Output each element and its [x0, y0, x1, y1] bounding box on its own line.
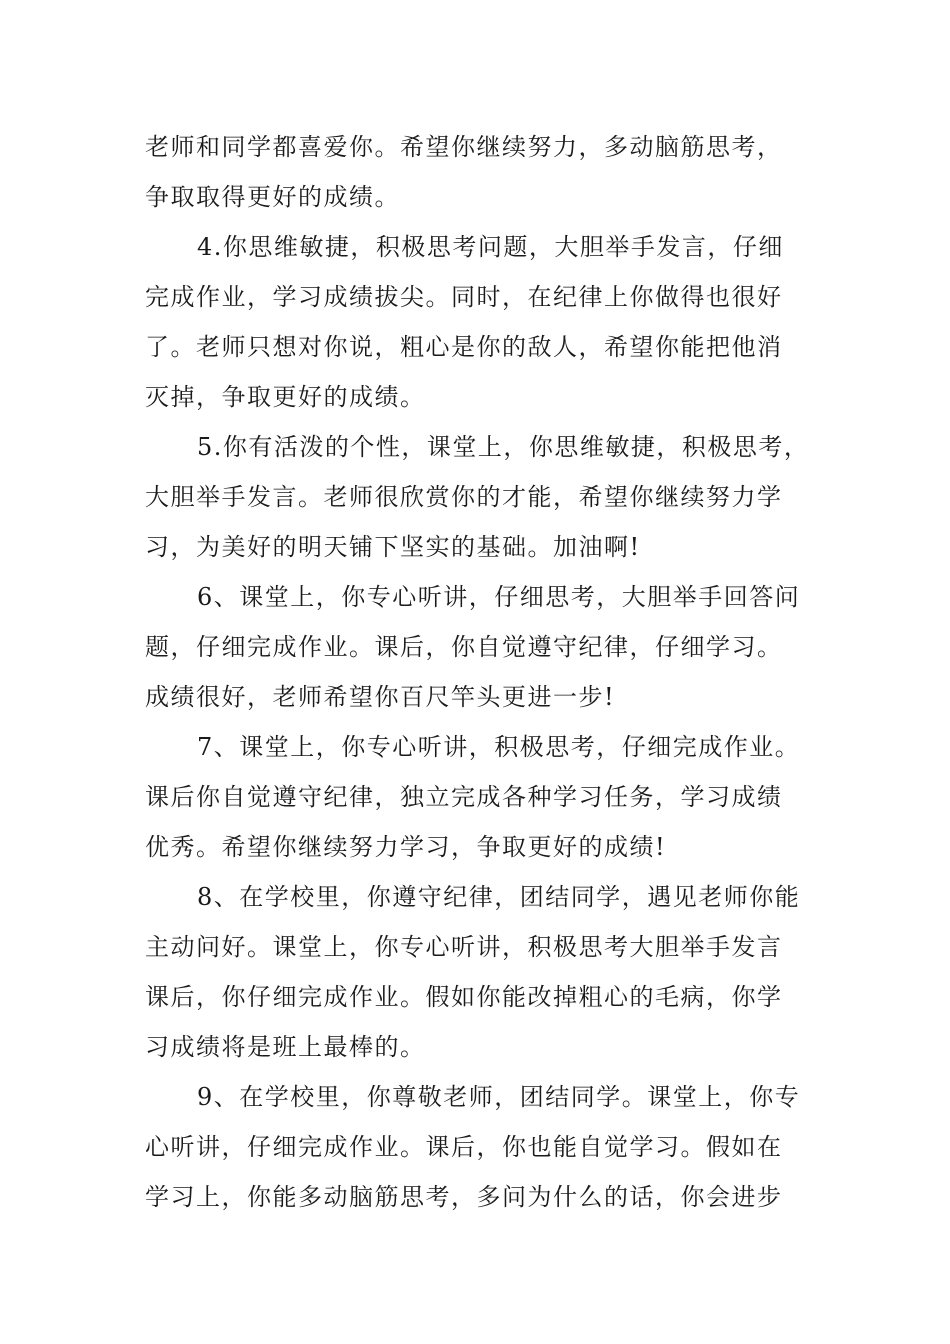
text-line: 优秀。希望你继续努力学习，争取更好的成绩! — [145, 833, 667, 861]
text-line: 争取取得更好的成绩。 — [145, 183, 400, 211]
text-line: 4.你思维敏捷，积极思考问题，大胆举手发言，仔细 — [197, 233, 784, 261]
text-line: 主动问好。课堂上，你专心听讲，积极思考大胆举手发言 — [145, 933, 783, 961]
text-line: 大胆举手发言。老师很欣赏你的才能，希望你继续努力学 — [145, 483, 783, 511]
text-line: 课后你自觉遵守纪律，独立完成各种学习任务，学习成绩 — [145, 783, 783, 811]
text-line: 成绩很好，老师希望你百尺竿头更进一步! — [145, 683, 616, 711]
text-line: 课后，你仔细完成作业。假如你能改掉粗心的毛病，你学 — [145, 983, 783, 1011]
text-line: 6、课堂上，你专心听讲，仔细思考，大胆举手回答问 — [197, 583, 801, 611]
text-line: 5.你有活泼的个性，课堂上，你思维敏捷，积极思考， — [197, 433, 810, 461]
text-line: 9、在学校里，你尊敬老师，团结同学。课堂上，你专 — [197, 1083, 801, 1111]
text-line: 灭掉，争取更好的成绩。 — [145, 383, 426, 411]
text-line: 习，为美好的明天铺下坚实的基础。加油啊! — [145, 533, 641, 561]
text-line: 老师和同学都喜爱你。希望你继续努力，多动脑筋思考， — [145, 133, 783, 161]
text-line: 8、在学校里，你遵守纪律，团结同学，遇见老师你能 — [197, 883, 801, 911]
document-body — [145, 128, 825, 1228]
text-line: 完成作业，学习成绩拔尖。同时，在纪律上你做得也很好 — [145, 283, 783, 311]
text-line: 题，仔细完成作业。课后，你自觉遵守纪律，仔细学习。 — [145, 633, 783, 661]
text-line: 了。老师只想对你说，粗心是你的敌人，希望你能把他消 — [145, 333, 783, 361]
text-line: 习成绩将是班上最棒的。 — [145, 1033, 426, 1061]
text-line: 心听讲，仔细完成作业。课后，你也能自觉学习。假如在 — [145, 1133, 783, 1161]
text-line: 学习上，你能多动脑筋思考，多问为什么的话，你会进步 — [145, 1183, 783, 1211]
text-line: 7、课堂上，你专心听讲，积极思考，仔细完成作业。 — [197, 733, 801, 761]
